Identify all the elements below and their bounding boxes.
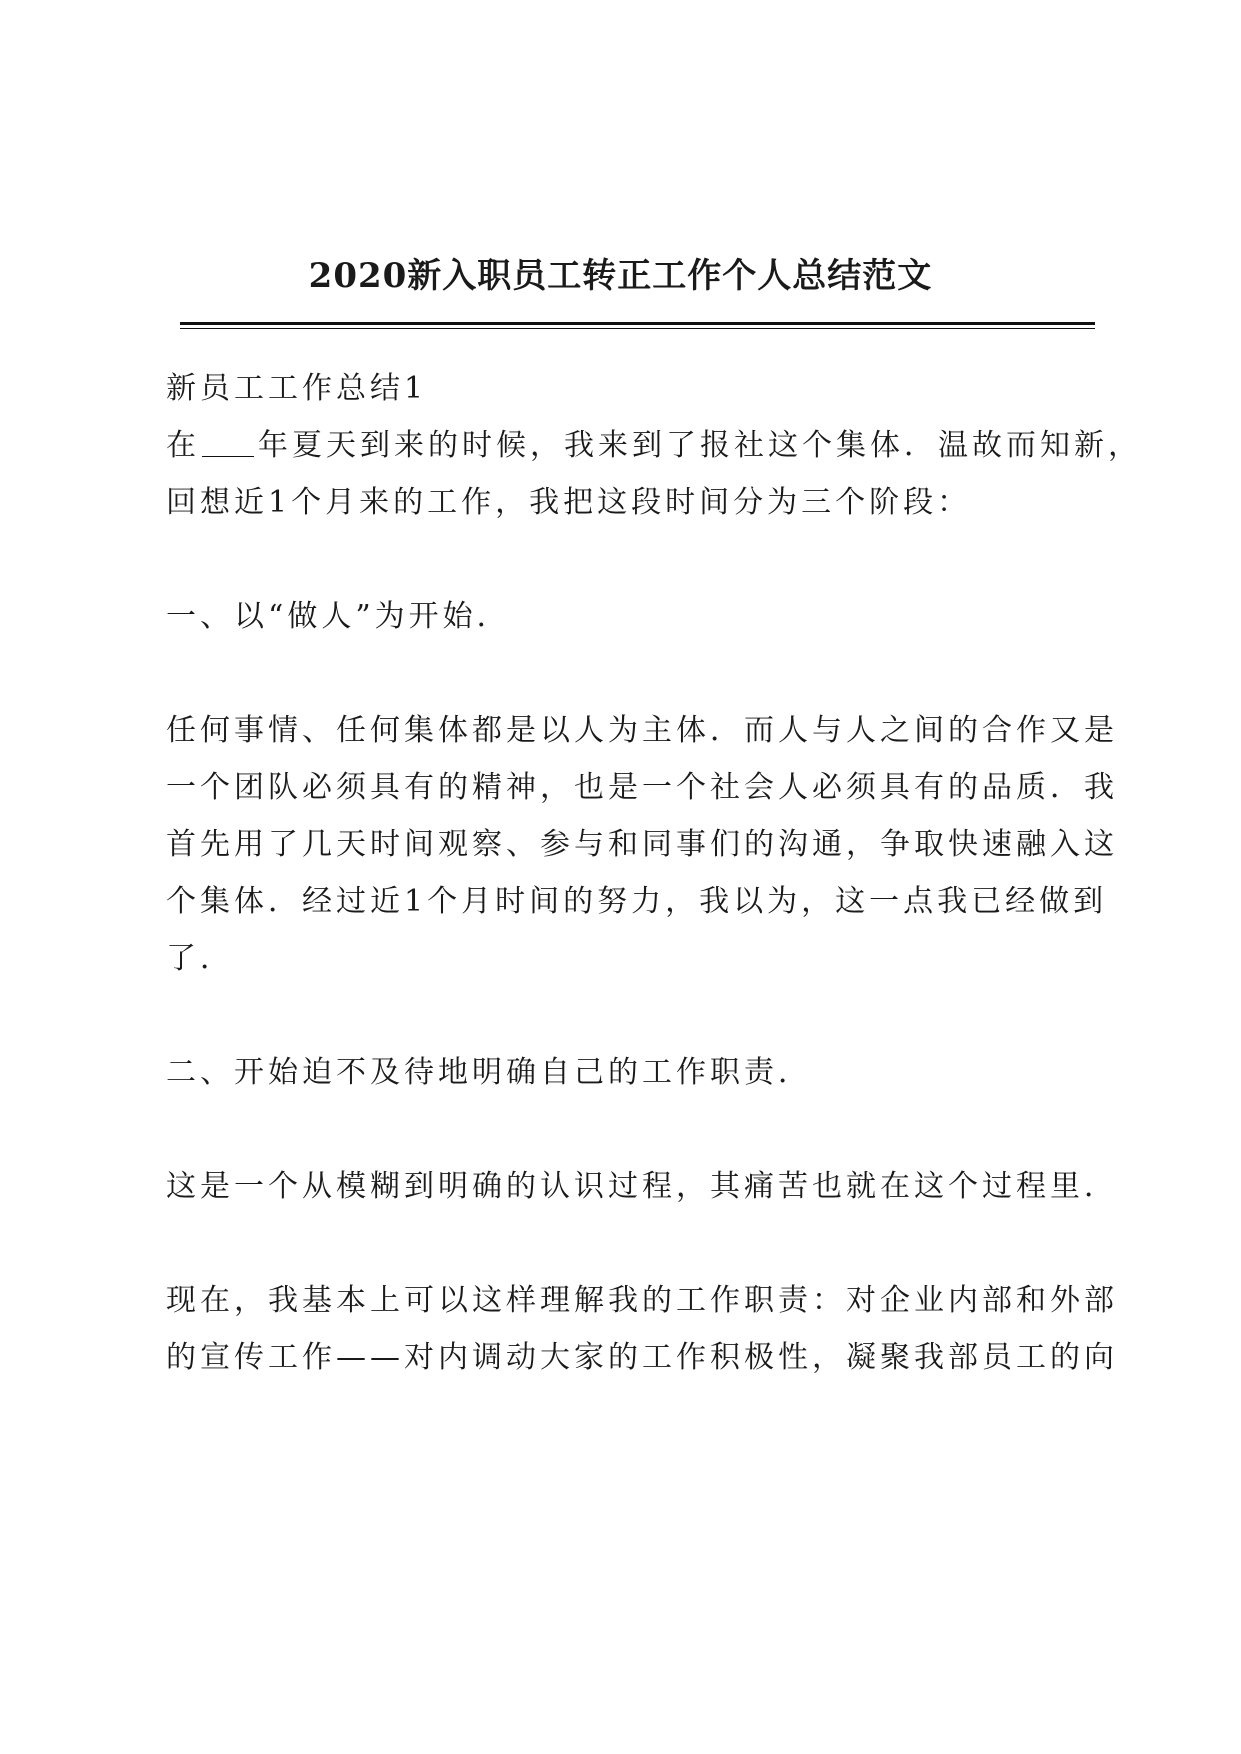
paragraph-gap [166,531,1096,588]
section-heading-2: 二、开始迫不及待地明确自己的工作职责． [166,1055,812,1090]
section-heading-1: 一、以“做人”为开始． [166,599,511,634]
blank-underline [202,426,254,457]
paragraph-line: 这是一个从模糊到明确的认识过程，其痛苦也就在这个过程里． [166,1169,1118,1204]
paragraph-line: 了． [166,941,234,976]
paragraph-gap [166,1215,1096,1272]
paragraph-gap [166,645,1096,702]
paragraph-line: 一个团队必须具有的精神，也是一个社会人必须具有的品质．我 [166,770,1118,805]
paragraph-text: 在 [166,428,200,463]
paragraph-gap [166,1101,1096,1158]
paragraph-gap [166,987,1096,1044]
paragraph-line: 首先用了几天时间观察、参与和同事们的沟通，争取快速融入这 [166,827,1118,862]
summary-heading: 新员工工作总结1 [166,371,428,406]
paragraph-line: 任何事情、任何集体都是以人为主体．而人与人之间的合作又是 [166,713,1118,748]
paragraph-line: 现在，我基本上可以这样理解我的工作职责：对企业内部和外部 [166,1283,1118,1318]
paragraph-line: 个集体．经过近1个月时间的努力，我以为，这一点我已经做到 [166,884,1108,919]
paragraph-line: 的宣传工作——对内调动大家的工作积极性，凝聚我部员工的向 [166,1340,1118,1375]
paragraph-line: 回想近1个月来的工作，我把这段时间分为三个阶段： [166,485,972,520]
document-body [166,360,1142,1386]
title-divider [180,322,1095,329]
paragraph-line [166,417,1142,474]
document-title: 2020新入职员工转正工作个人总结范文 [308,256,933,296]
paragraph-text: 年夏天到来的时候，我来到了报社这个集体．温故而知新， [258,428,1142,463]
